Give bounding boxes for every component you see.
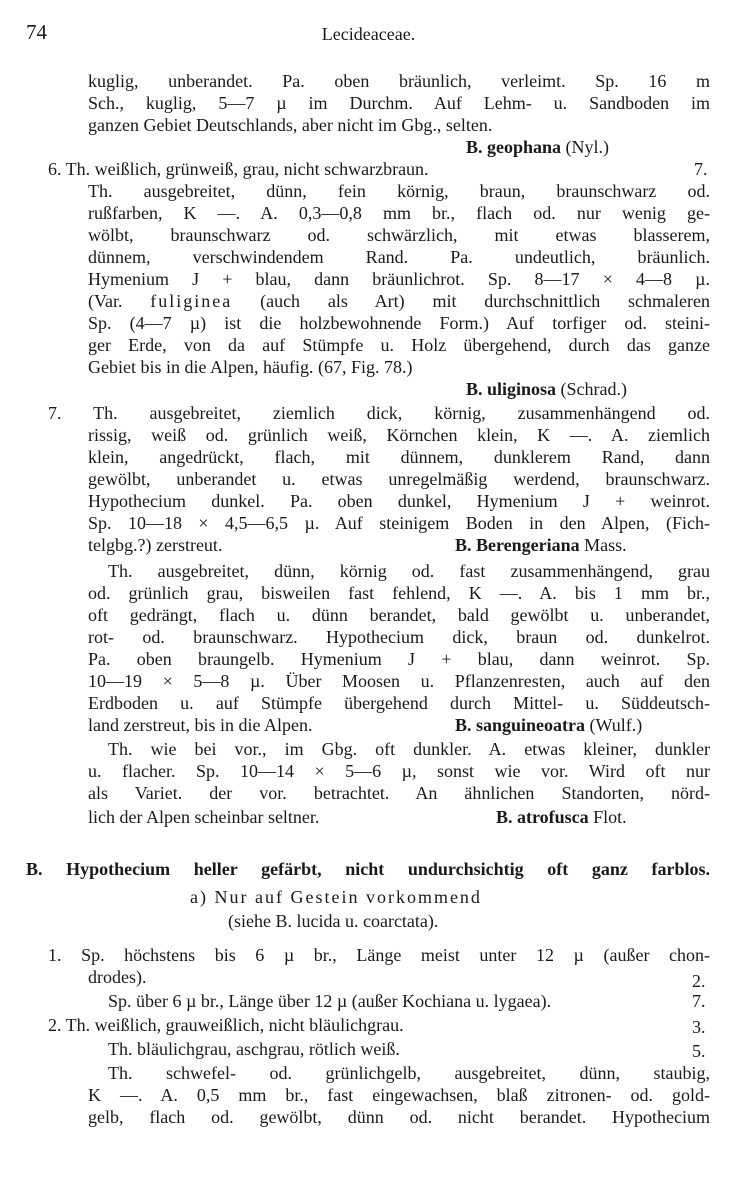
key-line: 6. Th. weißlich, grünweiß, grau, nicht schwarzbraun. [48,159,429,179]
key-line: 1. Sp. höchstens bis 6 µ br., Länge meist unter 12 µ (außer chon- [48,945,710,965]
text-line: wölbt, braunschwarz od. schwärzlich, mit etwas blasserem, [88,225,710,245]
text-line: als Variet. der vor. betrachtet. An ähnlichen Standorten, nörd- [88,783,710,803]
text-line: telgbg.?) zerstreut. [88,535,223,555]
text-line: Th. schwefel- od. grünlichgelb, ausgebreitet, dünn, staubig, [108,1063,710,1083]
text-line: rissig, weiß od. grünlich weiß, Körnchen klein, K —. A. ziemlich [88,425,710,445]
subsection-note: (siehe B. lucida u. coarctata). [228,911,439,931]
key-line: Sp. über 6 µ br., Länge über 12 µ (außer Kochiana u. lygaea). [108,991,552,1011]
text-line: Sp. (4—7 µ) ist die holzbewohnende Form.) Auf torfiger od. steini- [88,313,710,333]
species-name: B. atrofusca [496,807,589,827]
text-line: Hymenium J + blau, dann bräunlichrot. Sp. 8—17 × 4—8 µ. [88,269,710,289]
running-title: Lecideaceae. [321,24,416,44]
text-line: K —. A. 0,5 mm br., fast eingewachsen, blaß zitronen- od. gold- [88,1085,710,1105]
text-line: Th. ausgebreitet, dünn, fein körnig, braun, braunschwarz od. [88,181,710,201]
text-line: gewölbt, unberandet u. etwas unregelmäßig werdend, braunschwarz. [88,469,710,489]
text-line: Pa. oben braungelb. Hymenium J + blau, dann weinrot. Sp. [88,649,710,669]
text-line: Th. wie bei vor., im Gbg. oft dunkler. A. etwas kleiner, dunkler [108,739,710,759]
variety-name: fuliginea [150,291,233,311]
text-line: (Var. fuliginea (auch als Art) mit durchschnittlich schmaleren [88,291,710,311]
subsection-heading: a) Nur auf Gestein vorkommend [190,887,482,907]
text-line: Th. ausgebreitet, dünn, körnig od. fast zusammenhängend, grau [108,561,710,581]
species-author: (Schrad.) [556,379,628,399]
species-name: B. Berengeriana [455,535,580,555]
key-lead-number: 7. [692,991,706,1011]
text-line: u. flacher. Sp. 10—14 × 5—6 µ, sonst wie vor. Wird oft nur [88,761,710,781]
text-line: ger Erde, von da auf Stümpfe u. Holz übergehend, durch das ganze [88,335,710,355]
text-line: Sp. 10—18 × 4,5—6,5 µ. Auf steinigem Boden in den Alpen, (Fich- [88,513,710,533]
species-line [455,534,627,556]
species-line [466,378,627,400]
page-header [0,18,737,48]
text-line: Hypothecium dunkel. Pa. oben dunkel, Hymenium J + weinrot. [88,491,710,511]
text-line: kuglig, unberandet. Pa. oben bräunlich, verleimt. Sp. 16 m [88,71,710,91]
key-line: 7. Th. ausgebreitet, ziemlich dick, körnig, zusammenhängend od. [48,403,710,423]
text-line: Sch., kuglig, 5—7 µ im Durchm. Auf Lehm- u. Sandboden im [88,93,710,113]
key-lead-number: 5. [692,1041,706,1061]
text-line: rot- od. braunschwarz. Hypothecium dick, braun od. dunkelrot. [88,627,710,647]
species-line [496,806,627,828]
species-line [455,714,642,736]
text-line: 10—19 × 5—8 µ. Über Moosen u. Pflanzenresten, auch auf den [88,671,710,691]
key-line: Th. bläulichgrau, aschgrau, rötlich weiß. [108,1039,400,1059]
key-lead-number: 2. [692,971,706,991]
species-author: Flot. [588,807,627,827]
text-line: Erdboden u. auf Stümpfe übergehend durch Mittel- u. Süddeutsch- [88,693,710,713]
page-number: 74 [26,20,47,44]
text-line: rußfarben, K —. A. 0,3—0,8 mm br., flach od. nur wenig ge- [88,203,710,223]
species-line [466,136,609,158]
text-line: lich der Alpen scheinbar seltner. [88,807,320,827]
text-line: Gebiet bis in die Alpen, häufig. (67, Fig. 78.) [88,357,413,377]
text-line: dünnem, verschwindendem Rand. Pa. undeutlich, bräunlich. [88,247,710,267]
text-line: klein, angedrückt, flach, mit dünnem, dunklerem Rand, dann [88,447,710,467]
text-line: gelb, flach od. gewölbt, dünn od. nicht berandet. Hypothecium [88,1107,710,1127]
key-lead-number: 3. [692,1017,706,1037]
key-line: 2. Th. weißlich, grauweißlich, nicht bläulichgrau. [48,1015,404,1035]
species-name: B. geophana [466,137,562,157]
section-heading: B. Hypothecium heller gefärbt, nicht undurchsichtig oft ganz farblos. [26,859,710,879]
text-line: land zerstreut, bis in die Alpen. [88,715,313,735]
key-lead-number: 7. [694,159,708,179]
species-author: (Wulf.) [585,715,643,735]
species-author: (Nyl.) [561,137,610,157]
text-line: od. grünlich grau, bisweilen fast fehlend, K —. A. bis 1 mm br., [88,583,710,603]
text-line: drodes). [88,967,147,987]
species-name: B. sanguineoatra [455,715,586,735]
species-author: Mass. [579,535,627,555]
text-line: oft gedrängt, flach u. dünn berandet, bald gewölbt u. unberandet, [88,605,710,625]
species-name: B. uliginosa [466,379,557,399]
text-line: ganzen Gebiet Deutschlands, aber nicht im Gbg., selten. [88,115,493,135]
